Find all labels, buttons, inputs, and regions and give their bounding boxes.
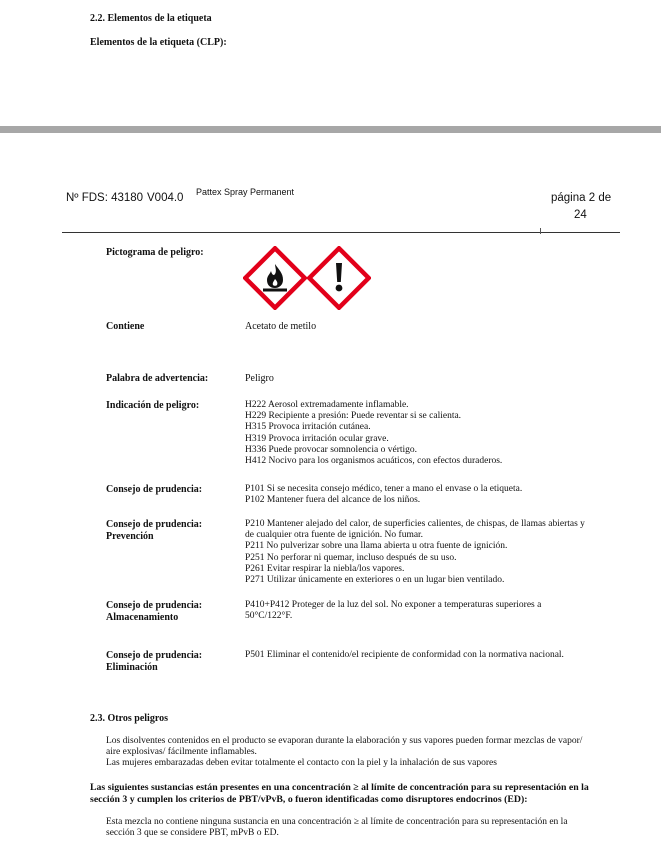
prudence-line: P271 Utilizar únicamente en exteriores o en un lugar bien ventilado. bbox=[245, 575, 505, 586]
pbt-conclusion bbox=[106, 817, 568, 839]
version: V004.0 bbox=[147, 192, 184, 204]
prudence-line: P251 No perforar ni quemar, incluso después de su uso. bbox=[245, 552, 457, 563]
prudence-storage-statements bbox=[245, 600, 541, 622]
signal-word-value: Peligro bbox=[245, 373, 274, 384]
prudence-disposal-statements bbox=[245, 650, 564, 661]
pictogram-label: Pictograma de peligro: bbox=[106, 247, 204, 258]
prudence-line: 50°C/122°F. bbox=[245, 611, 293, 622]
prudence-disposal-label-line2: Eliminación bbox=[106, 662, 158, 673]
pbt-conclusion-line: sección 3 que se considere PBT, mPvB o ED. bbox=[106, 828, 279, 839]
prudence-line: P501 Eliminar el contenido/el recipiente de conformidad con la normativa nacional. bbox=[245, 650, 564, 660]
prudence-line: de cualquier otra fuente de ignición. No fumar. bbox=[245, 530, 424, 541]
prudence-prevention-label-line1: Consejo de prudencia: bbox=[106, 519, 203, 530]
contains-value: Acetato de metilo bbox=[245, 321, 317, 332]
contains-label: Contiene bbox=[106, 321, 145, 332]
signal-word-label: Palabra de advertencia: bbox=[106, 373, 209, 384]
prudence-storage-label-line1: Consejo de prudencia: bbox=[106, 600, 203, 611]
prudence-line: P261 Evitar respirar la niebla/los vapores. bbox=[245, 563, 405, 574]
prudence-disposal-label bbox=[106, 650, 202, 674]
prudence-line: P210 Mantener alejado del calor, de superficies calientes, de chispas, de llamas abiertas y bbox=[245, 519, 585, 529]
hazard-line: H315 Provoca irritación cutánea. bbox=[245, 422, 371, 433]
header-rule-tick bbox=[540, 228, 541, 234]
hazard-line: H319 Provoca irritación ocular grave. bbox=[245, 433, 389, 444]
fds-number: Nº FDS: 43180 bbox=[66, 192, 144, 204]
prudence-line: P101 Si se necesita consejo médico, tener a mano el envase o la etiqueta. bbox=[245, 484, 523, 494]
pbt-conclusion-line: Esta mezcla no contiene ninguna sustancia en una concentración ≥ al límite de concentración para su representación en la bbox=[106, 817, 568, 827]
section-2-2-heading: 2.2. Elementos de la etiqueta bbox=[90, 13, 212, 24]
hazard-line: H222 Aerosol extremadamente inflamable. bbox=[245, 400, 409, 410]
clp-label: Elementos de la etiqueta (CLP): bbox=[90, 37, 227, 48]
hazard-statements bbox=[245, 400, 502, 467]
page-number-line1: página 2 de bbox=[551, 192, 612, 204]
hazard-line: H412 Nocivo para los organismos acuáticos, con efectos duraderos. bbox=[245, 456, 503, 467]
pbt-statement bbox=[90, 782, 589, 806]
prudence-line: P410+P412 Proteger de la luz del sol. No exponer a temperaturas superiores a bbox=[245, 600, 542, 610]
product-name: Pattex Spray Permanent bbox=[196, 187, 295, 197]
pbt-line: Las siguientes sustancias están presentes en una concentración ≥ al límite de concentración para su representación en la bbox=[90, 782, 589, 793]
prudence-prevention-label bbox=[106, 519, 202, 543]
prudence-line: P211 No pulverizar sobre una llama abierta u otra fuente de ignición. bbox=[245, 541, 508, 552]
hazard-line: H229 Recipiente a presión: Puede reventar si se calienta. bbox=[245, 411, 462, 422]
prudence-general-label: Consejo de prudencia: bbox=[106, 484, 203, 495]
pbt-line: sección 3 y cumplen los criterios de PBT/vPvB, o fueron identificadas como disruptores endocrinos (ED): bbox=[90, 794, 528, 805]
exclamation-icon bbox=[307, 246, 371, 310]
prudence-prevention-statements bbox=[245, 519, 585, 586]
flame-icon bbox=[243, 246, 307, 310]
prudence-disposal-label-line1: Consejo de prudencia: bbox=[106, 650, 203, 661]
other-hazards-line: Las mujeres embarazadas deben evitar totalmente el contacto con la piel y la inhalación de sus vapores bbox=[106, 758, 497, 769]
hazard-label: Indicación de peligro: bbox=[106, 400, 200, 411]
page-separator bbox=[0, 126, 661, 133]
other-hazards-line: Los disolventes contenidos en el producto se evaporan durante la elaboración y sus vapores pueden formar mezclas de vapor/ bbox=[106, 736, 583, 746]
hazard-line: H336 Puede provocar somnolencia o vértigo. bbox=[245, 444, 418, 455]
header-rule bbox=[62, 232, 620, 233]
prudence-line: P102 Mantener fuera del alcance de los niños. bbox=[245, 495, 421, 506]
section-2-3-heading: 2.3. Otros peligros bbox=[90, 713, 168, 724]
page-number-line2: 24 bbox=[574, 209, 587, 221]
prudence-storage-label bbox=[106, 600, 202, 624]
other-hazards-line: aire explosivas/ fácilmente inflamables. bbox=[106, 747, 257, 758]
prudence-storage-label-line2: Almacenamiento bbox=[106, 612, 179, 623]
prudence-prevention-label-line2: Prevención bbox=[106, 531, 154, 542]
other-hazards-text bbox=[106, 736, 582, 770]
prudence-general-statements bbox=[245, 484, 522, 506]
